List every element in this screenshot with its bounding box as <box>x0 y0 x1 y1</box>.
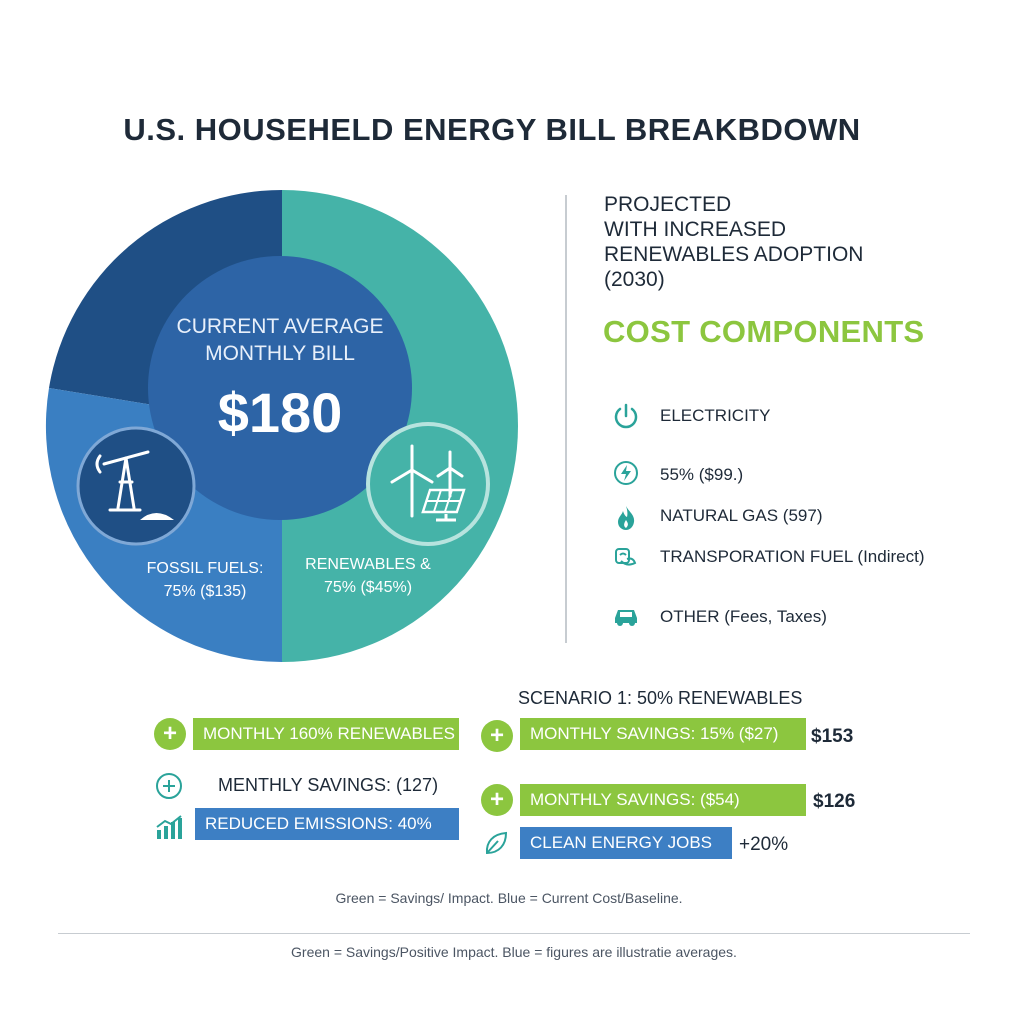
cost-item-electricity-share: 55% ($99.) <box>660 465 744 484</box>
center-label: CURRENT AVERAGE MONTHLY BILL <box>176 315 384 365</box>
projected-title-line4: (2030) <box>604 268 665 291</box>
cost-item-electricity: ELECTRICITY <box>660 406 771 425</box>
projected-title-line2: WITH INCREASED <box>604 218 787 241</box>
reduced-emissions-bar: REDUCED EMISSIONS: 40% <box>195 808 459 840</box>
left-renewables-bar: MONTHLY 160% RENEWABLES <box>193 718 459 750</box>
cost-item-natural-gas: NATURAL GAS (597) <box>660 506 823 525</box>
projected-title <box>604 192 984 292</box>
plus-outline-icon <box>154 771 184 801</box>
scenario-value-2: $126 <box>813 791 856 812</box>
footnote-2: Green = Savings/Positive Impact. Blue = figures are illustratie averages. <box>291 944 737 960</box>
renewables-slice-label-line2: 75% ($45%) <box>323 579 413 596</box>
center-amount: $180 <box>217 381 343 444</box>
left-savings-text: MENTHLY SAVINGS: (127) <box>218 775 439 795</box>
vertical-divider <box>565 195 567 643</box>
leaf-icon <box>481 828 511 858</box>
plus-icon: + <box>481 784 513 816</box>
projected-title-line1: PROJECTED <box>604 193 732 216</box>
fossil-slice-label-line1: FOSSIL FUELS: <box>146 560 264 577</box>
renewables-slice-label <box>273 553 463 599</box>
footnote-1: Green = Savings/ Impact. Blue = Current Cost/Baseline. <box>335 890 683 906</box>
car-icon <box>611 600 641 630</box>
scenario-title: SCENARIO 1: 50% RENEWABLES <box>518 688 803 708</box>
fuel-icon <box>611 543 641 573</box>
lightning-icon <box>611 458 641 488</box>
fossil-slice-label-line2: 75% ($135) <box>163 583 247 600</box>
projected-title-line3: RENEWABLES ADOPTION <box>604 243 864 266</box>
clean-energy-jobs-bar: CLEAN ENERGY JOBS <box>520 827 732 859</box>
clean-energy-jobs-value: +20% <box>739 834 789 855</box>
cost-item-transport-fuel: TRANSPORATION FUEL (Indirect) <box>660 547 925 566</box>
plus-icon: + <box>154 718 186 750</box>
power-icon <box>611 401 641 431</box>
flame-icon <box>611 503 641 533</box>
scenario-savings-bar-2: MONTHLY SAVINGS: ($54) <box>520 784 806 816</box>
fossil-slice-label <box>110 557 300 603</box>
oil-pump-icon <box>6 428 194 544</box>
cost-components-heading: COST COMPONENTS <box>603 314 925 349</box>
page-title: U.S. HOUSEHELD ENERGY BILL BREAKBDOWN <box>123 112 861 147</box>
scenario-value-1: $153 <box>811 726 854 747</box>
renewables-slice-label-line1: RENEWABLES & <box>305 556 431 573</box>
scenario-savings-bar-1: MONTHLY SAVINGS: 15% ($27) <box>520 718 806 750</box>
cost-item-other: OTHER (Fees, Taxes) <box>660 607 827 626</box>
bar-chart-icon <box>154 812 184 842</box>
footer-divider <box>58 933 970 934</box>
plus-icon: + <box>481 720 513 752</box>
